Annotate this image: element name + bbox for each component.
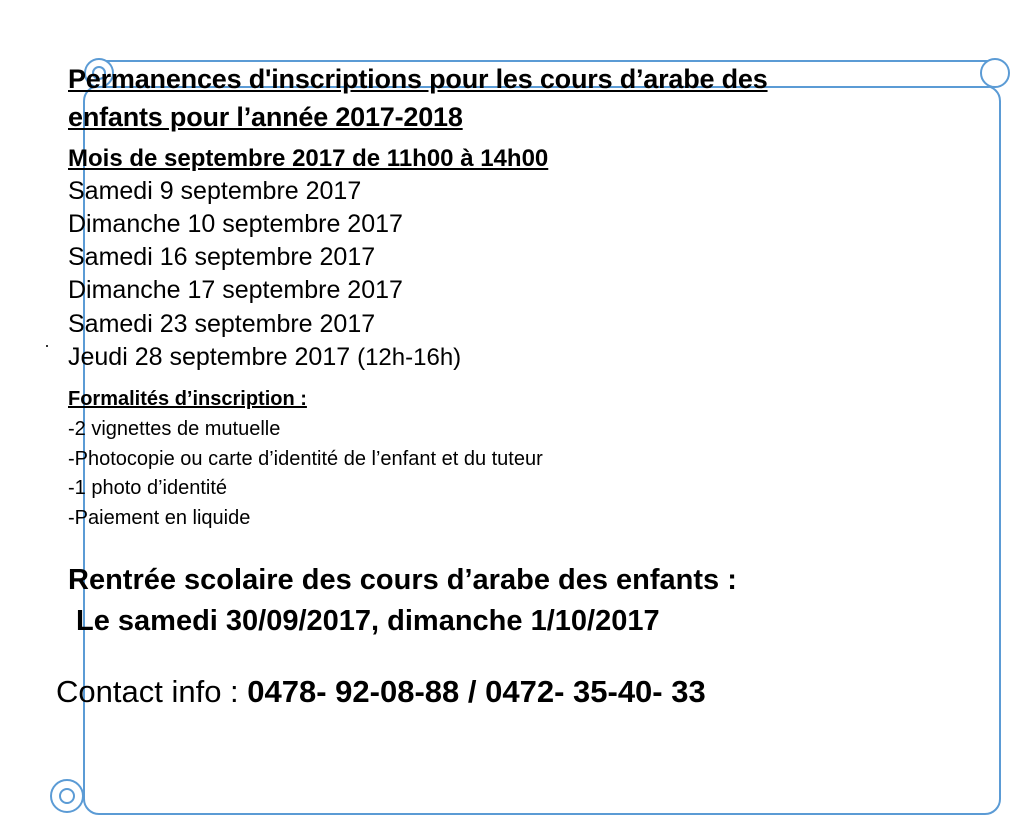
list-item	[68, 208, 908, 241]
list-item	[68, 274, 908, 307]
date-label: Jeudi 28 septembre 2017	[68, 342, 358, 371]
page-title	[68, 60, 908, 137]
list-item: -2 vignettes de mutuelle	[68, 418, 281, 441]
list-item	[68, 241, 908, 274]
page-title-line-2: enfants pour l’année 2017-2018	[68, 102, 463, 133]
schedule-date-list	[68, 175, 908, 375]
date-note: (12h-16h)	[357, 343, 462, 371]
list-item	[68, 341, 908, 374]
contact-phone-numbers: 0478- 92-08-88 / 0472- 35-40- 33	[247, 673, 706, 709]
scroll-curl-top-right-icon	[980, 58, 1010, 88]
scroll-curl-bottom-left-inner-icon	[59, 788, 75, 804]
list-item: -Photocopie ou carte d’identité de l’enfant et du tuteur	[68, 447, 543, 470]
stray-mark	[46, 345, 48, 347]
list-item: -Paiement en liquide	[68, 506, 251, 529]
requirements-list	[68, 415, 908, 533]
contact-label: Contact info :	[56, 673, 239, 709]
list-item	[68, 175, 908, 208]
date-label: Dimanche 17 septembre 2017	[68, 276, 403, 305]
poster-content	[56, 60, 908, 710]
list-item: -1 photo d’identité	[68, 477, 228, 500]
page-title-line-1: Permanences d'inscriptions pour les cours d’arabe des	[68, 64, 768, 94]
list-item	[68, 308, 908, 341]
requirements-heading: Formalités d’inscription :	[68, 388, 307, 411]
school-start-line-2: Le samedi 30/09/2017, dimanche 1/10/2017	[76, 604, 660, 637]
school-start-line-1: Rentrée scolaire des cours d’arabe des enfants :	[68, 563, 737, 596]
date-label: Samedi 9 septembre 2017	[68, 176, 362, 205]
date-label: Samedi 23 septembre 2017	[68, 309, 376, 338]
date-label: Samedi 16 septembre 2017	[68, 243, 376, 272]
contact-info	[56, 674, 908, 710]
date-label: Dimanche 10 septembre 2017	[68, 209, 403, 238]
schedule-heading: Mois de septembre 2017 de 11h00 à 14h00	[68, 144, 549, 172]
school-start-statement	[68, 560, 908, 642]
